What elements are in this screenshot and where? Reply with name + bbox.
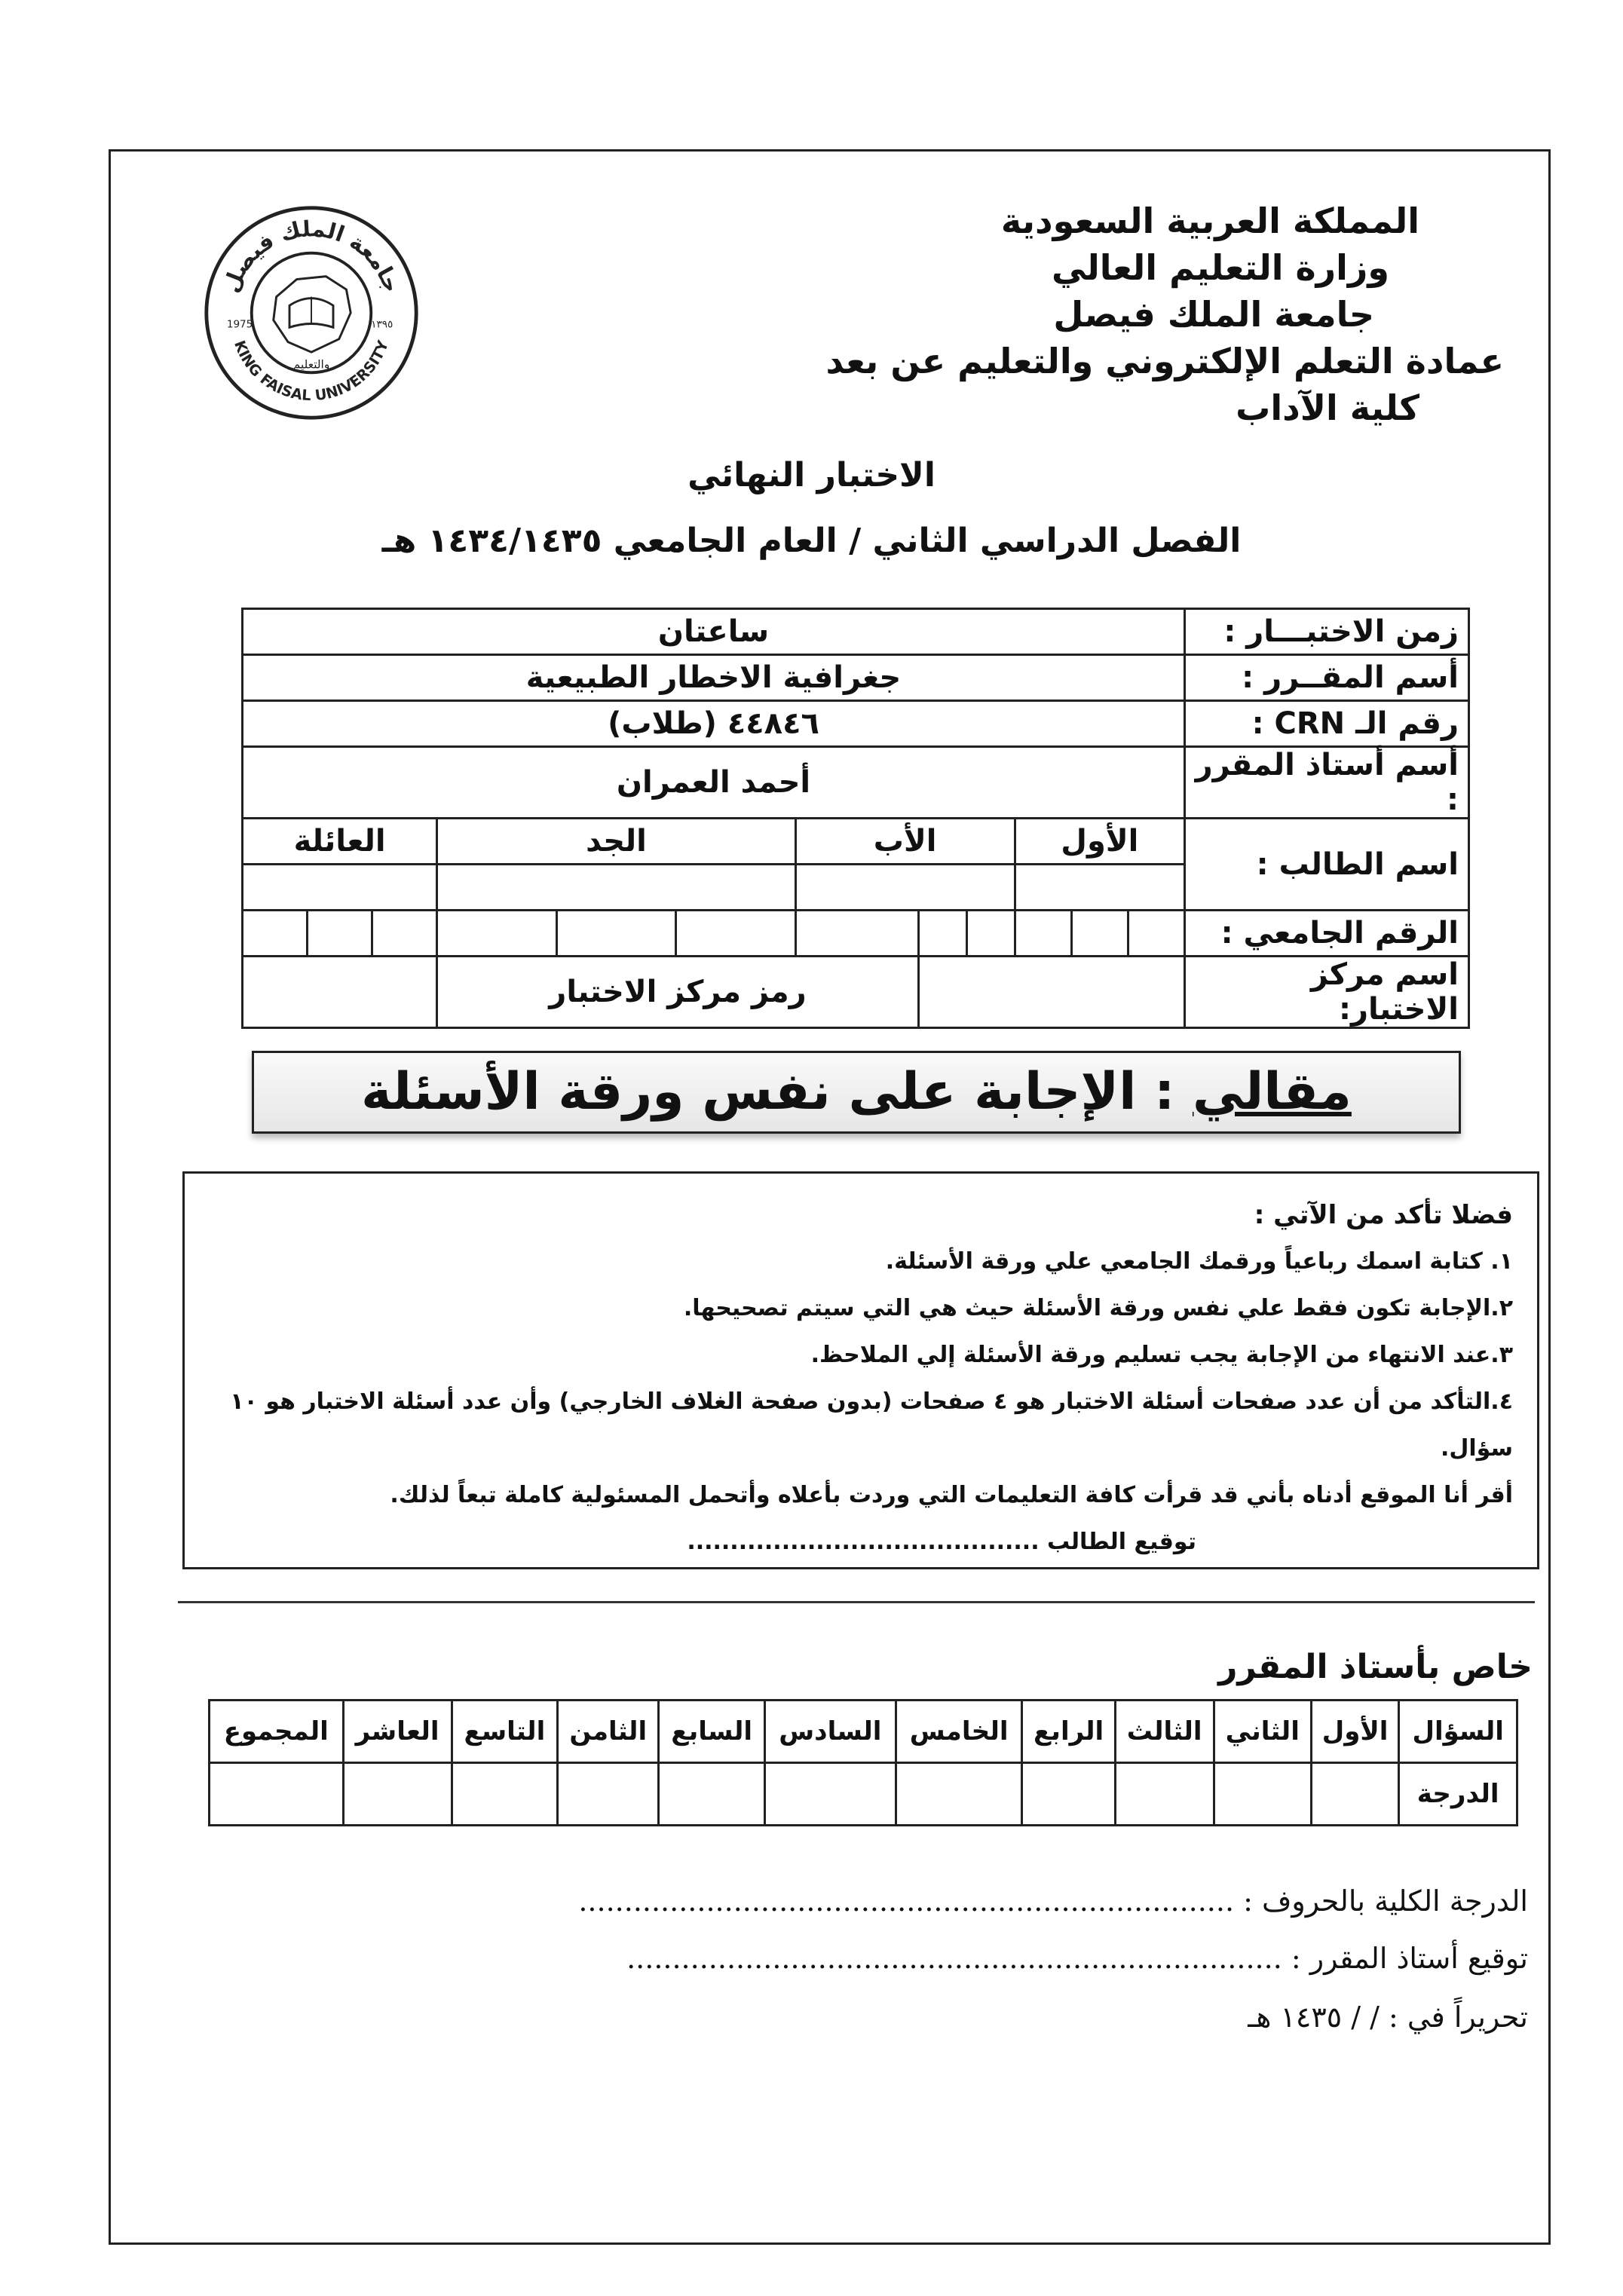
header-line: وزارة التعليم العالي xyxy=(1051,247,1389,288)
logo-year-left: 1975 xyxy=(226,318,253,331)
table-row xyxy=(243,655,1469,701)
grade-total-cell[interactable] xyxy=(210,1763,344,1826)
header-line: عمادة التعلم الإلكتروني والتعليم عن بعد xyxy=(825,341,1504,381)
id-digit-box[interactable] xyxy=(437,911,557,957)
test-center-name-field[interactable] xyxy=(918,957,1184,1028)
id-digit-box[interactable] xyxy=(556,911,675,957)
id-digit-box[interactable] xyxy=(1128,911,1184,957)
instructor-label: أسم أستاذ المقرر : xyxy=(1185,747,1469,819)
table-row xyxy=(243,819,1469,865)
name-part-father: الأب xyxy=(795,819,1015,865)
duration-label: زمن الاختبـــار : xyxy=(1185,609,1469,655)
grade-cell[interactable] xyxy=(558,1763,659,1826)
student-first-name-field[interactable] xyxy=(1015,865,1184,911)
id-digit-box[interactable] xyxy=(308,911,372,957)
course-value: جغرافية الاخطار الطبيعية xyxy=(243,655,1185,701)
grade-cell[interactable] xyxy=(1214,1763,1311,1826)
column-header: السادس xyxy=(764,1701,896,1763)
instructions-box xyxy=(182,1171,1539,1569)
grade-cell[interactable] xyxy=(1311,1763,1399,1826)
id-digit-box[interactable] xyxy=(918,911,966,957)
logo-english-name: KING FAISAL UNIVERSITY xyxy=(231,338,392,405)
column-header: الرابع xyxy=(1022,1701,1115,1763)
instructor-section-title: خاص بأستاذ المقرر xyxy=(1218,1648,1533,1686)
duration-value: ساعتان xyxy=(243,609,1185,655)
grade-cell[interactable] xyxy=(1115,1763,1214,1826)
university-id-label: الرقم الجامعي : xyxy=(1185,911,1469,957)
divider xyxy=(178,1601,1535,1603)
logo-motto: والتعليم xyxy=(292,357,330,372)
column-header: الثالث xyxy=(1115,1701,1214,1763)
grade-cell[interactable] xyxy=(452,1763,557,1826)
question-type: مقالي xyxy=(1192,1062,1352,1122)
course-label: أسم المقــرر : xyxy=(1185,655,1469,701)
instructions-heading: فضلا تأكد من الآتي : xyxy=(1254,1200,1513,1230)
header-line: كلية الآداب xyxy=(1236,387,1419,428)
table-row xyxy=(243,911,1469,957)
exam-title: الاختبار النهائي xyxy=(687,456,936,494)
grade-cell[interactable] xyxy=(1022,1763,1115,1826)
table-row xyxy=(210,1701,1517,1763)
date-line xyxy=(1248,2001,1528,2034)
student-signature-line[interactable]: توقيع الطالب ......................................... xyxy=(687,1529,1196,1555)
column-header: الخامس xyxy=(896,1701,1022,1763)
instruction-item: ٣.عند الانتهاء من الإجابة يجب تسليم ورقة الأسئلة إلي الملاحظ. xyxy=(810,1342,1513,1368)
test-center-code-field[interactable] xyxy=(243,957,437,1028)
column-header: المجموع xyxy=(210,1701,344,1763)
answer-mode-banner xyxy=(252,1051,1461,1134)
test-center-label: اسم مركز الاختبار: xyxy=(1185,957,1469,1028)
header-line: جامعة الملك فيصل xyxy=(1053,294,1374,335)
column-header: الثامن xyxy=(558,1701,659,1763)
column-header: السابع xyxy=(659,1701,764,1763)
column-header: التاسع xyxy=(452,1701,557,1763)
instructor-signature-label: توقيع أستاذ المقرر : xyxy=(1291,1942,1528,1975)
id-digit-box[interactable] xyxy=(795,911,918,957)
university-logo-icon xyxy=(202,204,421,422)
institution-header xyxy=(666,197,1504,431)
instructor-signature-line xyxy=(626,1942,1528,1975)
instruction-item: ٢.الإجابة تكون فقط علي نفس ورقة الأسئلة حيث هي التي سيتم تصحيحها. xyxy=(683,1295,1513,1321)
instruction-item: ١. كتابة اسمك رباعياً ورقمك الجامعي علي ورقة الأسئلة. xyxy=(885,1248,1513,1275)
logo-arabic-name: جامعة الملك فيصل xyxy=(217,216,406,296)
date-value[interactable]: / / ١٤٣٥ هـ xyxy=(1248,2001,1380,2034)
total-in-words-line xyxy=(578,1884,1528,1918)
exam-term: الفصل الدراسي الثاني / العام الجامعي ١٤٣٤/١٤٣٥ هـ xyxy=(381,522,1242,560)
banner-text: : الإجابة على نفس ورقة الأسئلة xyxy=(361,1062,1193,1122)
instructor-signature-field[interactable]: ........................................................................ xyxy=(626,1942,1282,1975)
id-digit-box[interactable] xyxy=(966,911,1015,957)
test-center-code-label: رمز مركز الاختبار xyxy=(437,957,918,1028)
column-header: الأول xyxy=(1311,1701,1399,1763)
grade-row-label: الدرجة xyxy=(1399,1763,1517,1826)
id-digit-box[interactable] xyxy=(676,911,795,957)
table-row xyxy=(243,747,1469,819)
header-line: المملكة العربية السعودية xyxy=(1000,201,1419,241)
student-grandfather-name-field[interactable] xyxy=(437,865,795,911)
svg-text:جامعة الملك فيصل xyxy=(218,216,406,295)
id-digit-box[interactable] xyxy=(1015,911,1071,957)
question-row-label: السؤال xyxy=(1399,1701,1517,1763)
table-row xyxy=(210,1763,1517,1826)
column-header: الثاني xyxy=(1214,1701,1311,1763)
total-in-words-label: الدرجة الكلية بالحروف : xyxy=(1243,1884,1528,1918)
name-part-first: الأول xyxy=(1015,819,1184,865)
grades-table xyxy=(208,1699,1518,1826)
date-label: تحريراً في : xyxy=(1389,2001,1528,2034)
name-part-grandfather: الجد xyxy=(437,819,795,865)
total-in-words-field[interactable]: ........................................................................ xyxy=(578,1884,1235,1918)
name-part-family: العائلة xyxy=(243,819,437,865)
crn-value: ٤٤٨٤٦ (طلاب) xyxy=(243,701,1185,747)
table-row xyxy=(243,957,1469,1028)
crn-label: رقم الـ CRN : xyxy=(1185,701,1469,747)
student-family-name-field[interactable] xyxy=(243,865,437,911)
instruction-item: ٤.التأكد من أن عدد صفحات أسئلة الاختبار هو ٤ صفحات (بدون صفحة الغلاف الخارجي) وأن عدد أسئلة الاختبار هو ١٠ سؤال. xyxy=(230,1388,1513,1462)
id-digit-box[interactable] xyxy=(1071,911,1128,957)
column-header: العاشر xyxy=(343,1701,452,1763)
id-digit-box[interactable] xyxy=(372,911,437,957)
grade-cell[interactable] xyxy=(896,1763,1022,1826)
table-row xyxy=(243,609,1469,655)
declaration: أقر أنا الموقع أدناه بأني قد قرأت كافة التعليمات التي وردت بأعلاه وأتحمل المسئولية كاملة تبعاً لذلك. xyxy=(390,1482,1513,1508)
id-digit-box[interactable] xyxy=(243,911,308,957)
student-name-label: اسم الطالب : xyxy=(1185,819,1469,911)
exam-info-table xyxy=(241,608,1470,1029)
grade-cell[interactable] xyxy=(343,1763,452,1826)
student-father-name-field[interactable] xyxy=(795,865,1015,911)
grade-cell[interactable] xyxy=(659,1763,764,1826)
grade-cell[interactable] xyxy=(764,1763,896,1826)
table-row xyxy=(243,701,1469,747)
instructor-value: أحمد العمران xyxy=(243,747,1185,819)
logo-year-right: ١٣٩٥ xyxy=(371,318,394,331)
